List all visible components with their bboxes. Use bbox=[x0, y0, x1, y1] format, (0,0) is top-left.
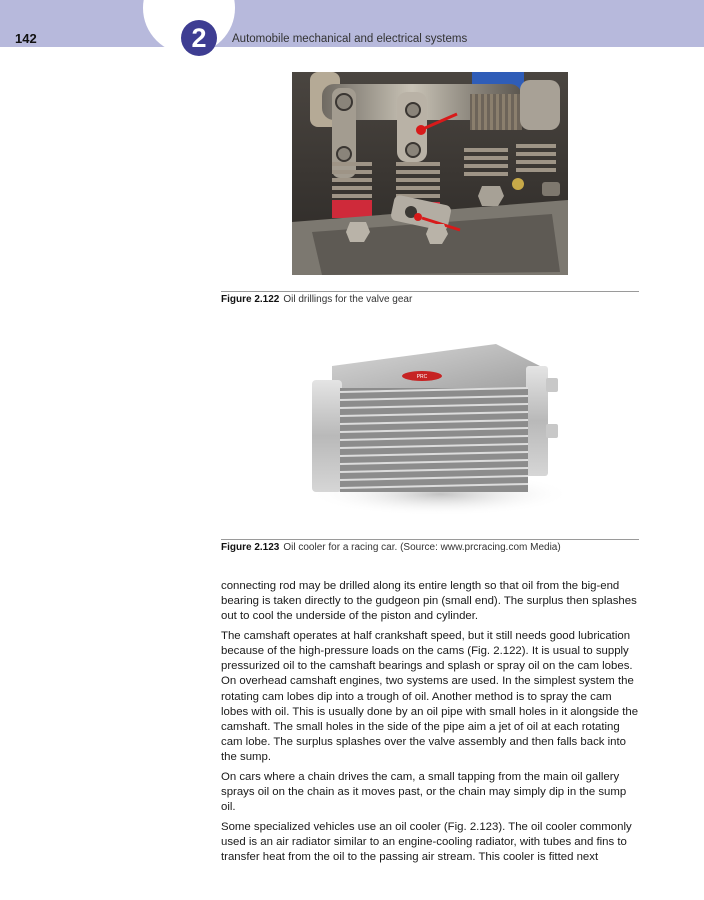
valve-gear-photo bbox=[292, 72, 568, 275]
figure-caption-text: Oil cooler for a racing car. (Source: www.prcracing.com Media) bbox=[283, 542, 561, 553]
figure-rule bbox=[221, 539, 639, 540]
paragraph: On cars where a chain drives the cam, a small tapping from the main oil gallery sprays oil on the chain as it moves past, or the chain may simply dip in the sump oil. bbox=[221, 770, 627, 814]
figure-label: Figure 2.122 bbox=[221, 294, 280, 305]
page-number: 142 bbox=[15, 31, 37, 46]
body-text bbox=[221, 579, 642, 869]
paragraph: Some specialized vehicles use an oil cooler (Fig. 2.123). The oil cooler commonly used is an air radiator similar to an engine-cooling radiator, with tubes and fins to transfer heat from the oil to the passing air stream. This cooler is fitted next bbox=[221, 820, 632, 864]
figure-caption bbox=[221, 542, 561, 553]
paragraph: The camshaft operates at half crankshaft speed, but it still needs good lubrication because of the high-pressure loads on the cams (Fig. 2.122). It is usual to supply pressurized oil to the camshaft bearings and splash or spray oil on the cam lobes. On overhead camshaft engines, two systems are used. In the simplest system the rotating cam lobes dip into a trough of oil. Another method is to spray the cam lobes with oil. This is usually done by an oil pipe with small holes in it alongside the camshaft. The small holes in the side of the pipe aim a jet of oil at each rotating cam lobe. The surplus splashes over the valve assembly and then falls back into the sump. bbox=[221, 629, 639, 764]
figure-caption bbox=[221, 294, 412, 305]
figure-rule bbox=[221, 291, 639, 292]
chapter-badge: 2 bbox=[181, 20, 217, 56]
figure-label: Figure 2.123 bbox=[221, 542, 280, 553]
paragraph: connecting rod may be drilled along its entire length so that oil from the big-end bearing is taken directly to the gudgeon pin (small end). The surplus then splashes out to cool the underside of the piston and cylinder. bbox=[221, 580, 637, 623]
running-title: Automobile mechanical and electrical systems bbox=[232, 33, 468, 45]
figure-caption-text: Oil drillings for the valve gear bbox=[283, 294, 413, 305]
oil-cooler-photo bbox=[300, 336, 575, 521]
svg-text:PRC: PRC bbox=[416, 374, 428, 380]
